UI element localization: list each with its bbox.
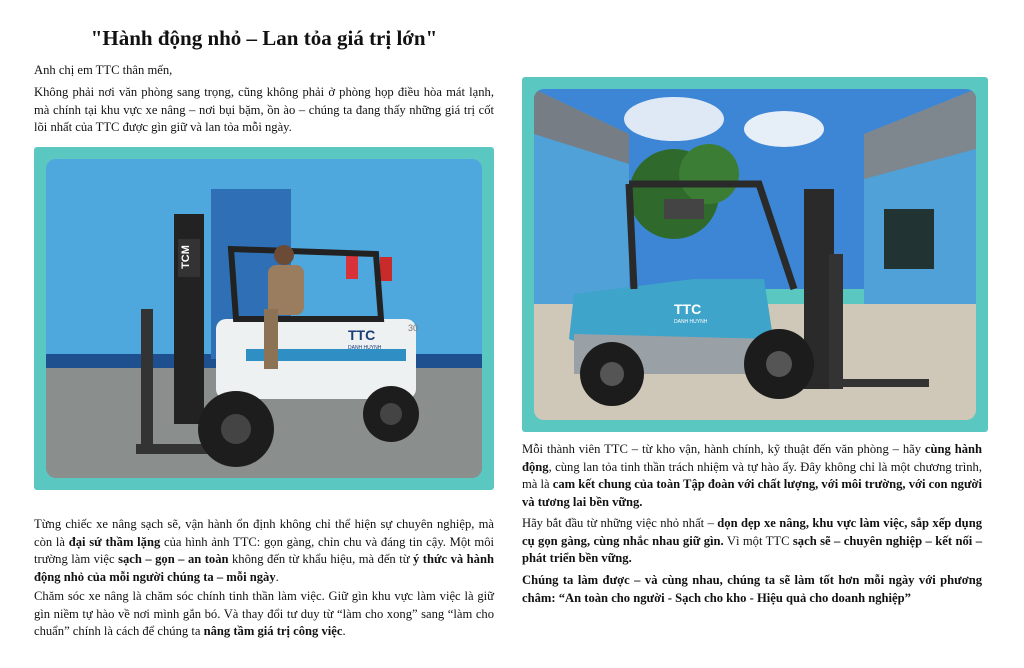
forklift-brand-sub: DANH HUYNH	[348, 345, 382, 351]
right-paragraph-2: Hãy bắt đầu từ những việc nhỏ nhất – dọn dẹp xe nâng, khu vực làm việc, sắp xếp dụng cụ gọn gàng, cùng nhắc nhau giữ gìn. Vì một TTC sạch sẽ – chuyên nghiệp – kết nối – phát triển bền vững.	[522, 516, 982, 565]
forklift-outdoor-illustration	[534, 89, 976, 420]
forklift-brand-sub: DANH HUYNH	[674, 319, 708, 325]
photo-forklift-cleaning	[34, 147, 494, 490]
page-title: "Hành động nhỏ – Lan tỏa giá trị lớn"	[90, 26, 438, 50]
photo-forklift-outdoor	[522, 77, 988, 432]
greeting: Anh chị em TTC thân mến,	[34, 63, 173, 77]
forklift-brand-label: TTC	[674, 301, 702, 317]
forklift-brand-label: TTC	[348, 327, 376, 343]
mast-brand-label: TCM	[180, 245, 192, 269]
left-paragraph-1: Từng chiếc xe nâng sạch sẽ, vận hành ổn định không chỉ thể hiện sự chuyên nghiệp, mà còn là đại sứ thầm lặng của hình ảnh TTC: gọn gàng, chỉn chu và đáng tin cậy. Một môi trường làm việc sạch – gọn – an toàn không đến từ khẩu hiệu, mà đến từ ý thức và hành động nhỏ của mỗi người chúng ta – mỗi ngày.	[34, 517, 494, 584]
closing-paragraph: Chúng ta làm được – và cùng nhau, chúng ta sẽ làm tốt hơn mỗi ngày với phương châm: “An toàn cho người - Sạch cho kho - Hiệu quả cho doanh nghiệp”	[522, 573, 982, 605]
right-paragraph-1: Mỗi thành viên TTC – từ kho vận, hành chính, kỹ thuật đến văn phòng – hãy cùng hành động, cùng lan tỏa tinh thần trách nhiệm và tự hào ấy. Đây không chỉ là một chương trình, mà là cam kết chung của toàn Tập đoàn với chất lượng, với môi trường, với con người và tương lai bền vững.	[522, 442, 982, 509]
left-paragraph-2: Chăm sóc xe nâng là chăm sóc chính tinh thần làm việc. Giữ gìn khu vực làm việc là giữ gìn niềm tự hào về nơi mình gắn bó. Và thay đổi tư duy từ “làm cho xong” sang “làm cho chuẩn” chính là cách để chúng ta nâng tầm giá trị công việc.	[34, 589, 494, 638]
intro-paragraph: Không phải nơi văn phòng sang trọng, cũng không phải ở phòng họp điều hòa mát lạnh, mà chính tại khu vực xe nâng – nơi bụi bặm, ồn ào – chúng ta đang thấy những giá trị cốt lõi nhất của TTC được gìn giữ và lan tỏa mỗi ngày.	[34, 85, 494, 134]
forklift-model-label: 30	[408, 323, 419, 333]
forklift-cleaning-illustration	[46, 159, 482, 478]
